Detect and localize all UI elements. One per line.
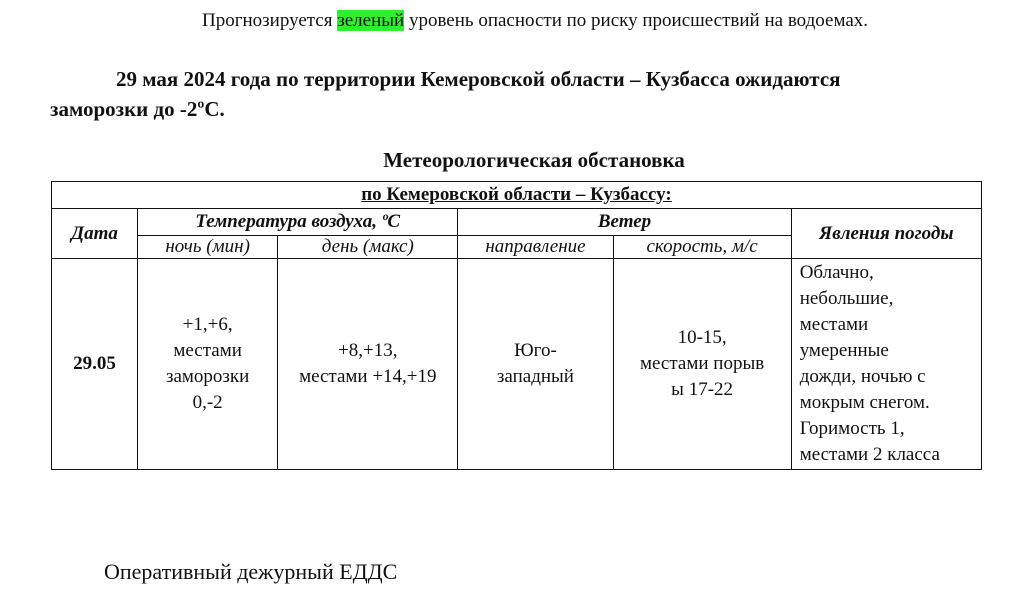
region-row <box>52 182 982 209</box>
region-cell <box>52 182 982 209</box>
cell-date: 29.05 <box>52 259 138 470</box>
frost-warning-line1: 29 мая 2024 года по территории Кемеровской области – Кузбасса ожидаются <box>116 67 841 91</box>
meteo-table <box>51 181 982 470</box>
table-row <box>52 259 982 470</box>
header-direction: направление <box>458 236 613 259</box>
cell-direction-line: Юго- <box>514 340 557 361</box>
cell-day <box>278 259 458 470</box>
cell-phenomena-line: Горимость 1, <box>799 418 905 439</box>
cell-phenomena-line: небольшие, <box>799 288 894 309</box>
header-date: Дата <box>52 209 138 259</box>
duty-officer-label: Оперативный дежурный ЕДДС <box>104 559 398 584</box>
risk-text-before: Прогнозируется <box>201 10 338 31</box>
cell-phenomena-line: мокрым снегом. <box>799 392 930 413</box>
header-speed: скорость, м/с <box>613 236 791 259</box>
header-day: день (макс) <box>278 236 458 259</box>
cell-phenomena-line: умеренные <box>799 340 889 361</box>
cell-phenomena <box>791 259 981 470</box>
region-label: по Кемеровской области – Кузбассу: <box>361 184 672 205</box>
header-wind: Ветер <box>458 209 791 236</box>
cell-night-line: местами <box>173 340 242 361</box>
frost-warning <box>50 64 1030 124</box>
table-title: Метеорологическая обстановка <box>383 148 685 172</box>
cell-phenomena-line: местами 2 класса <box>799 444 940 465</box>
cell-day-line: +8,+13, <box>338 340 398 361</box>
cell-speed-line: 10-15, <box>677 327 727 348</box>
cell-direction <box>458 259 613 470</box>
cell-phenomena-line: местами <box>799 314 869 335</box>
frost-warning-line2: заморозки до -2ºС. <box>50 97 225 121</box>
header-temperature: Температура воздуха, ºС <box>138 209 458 236</box>
cell-speed-line: ы 17-22 <box>671 379 734 400</box>
cell-phenomena-line: Облачно, <box>799 262 874 283</box>
risk-text-after: уровень опасности по риску происшествий на водоемах. <box>404 10 869 31</box>
header-phenomena: Явления погоды <box>791 209 981 259</box>
cell-night-line: +1,+6, <box>182 314 233 335</box>
cell-day-line: местами +14,+19 <box>299 366 437 387</box>
risk-level-line <box>0 10 1035 32</box>
cell-night-line: 0,-2 <box>192 392 223 413</box>
cell-direction-line: западный <box>496 366 574 387</box>
header-row <box>52 209 982 236</box>
cell-speed-line: местами порыв <box>640 353 765 374</box>
cell-night-line: заморозки <box>165 366 250 387</box>
cell-phenomena-line: дожди, ночью с <box>799 366 926 387</box>
risk-level-highlight: зеленый <box>337 10 405 31</box>
cell-night <box>138 259 278 470</box>
header-night: ночь (мин) <box>138 236 278 259</box>
cell-speed <box>613 259 791 470</box>
